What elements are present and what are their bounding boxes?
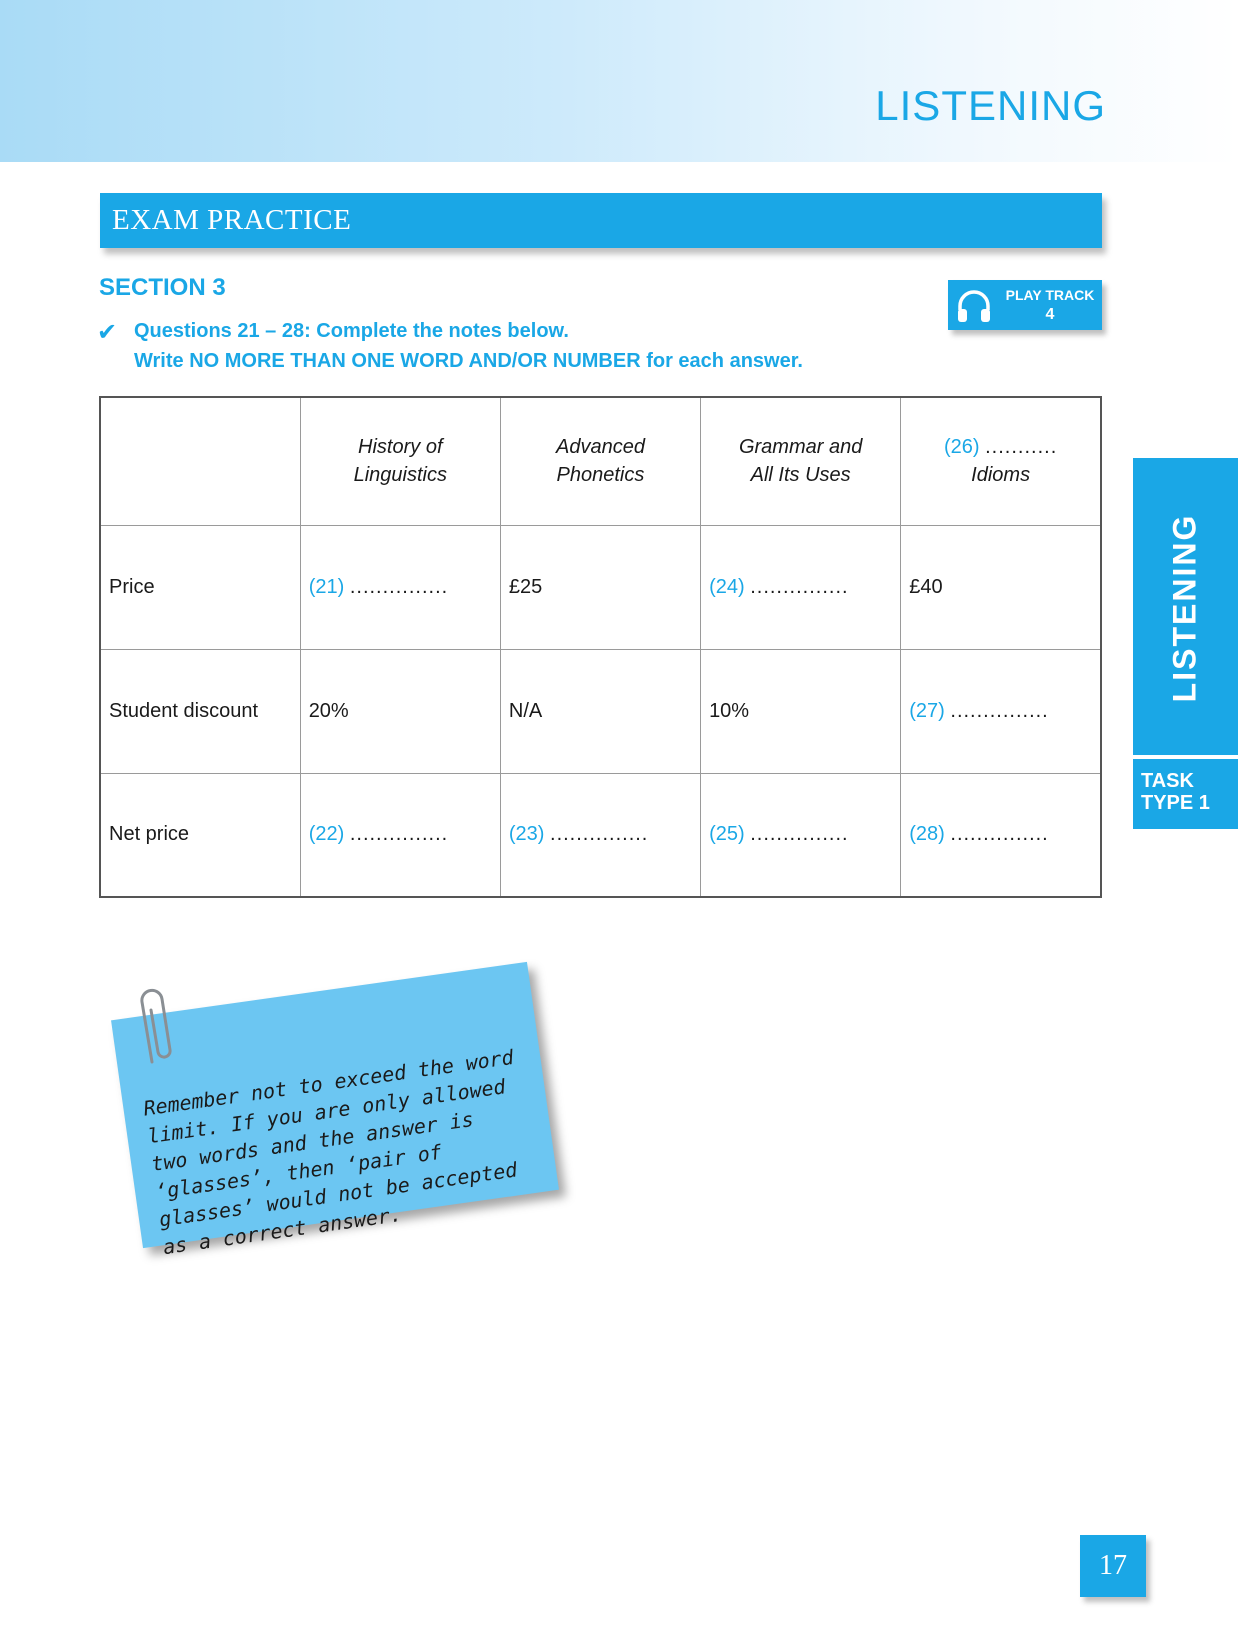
table-header-empty (100, 397, 300, 525)
banner-title: EXAM PRACTICE (112, 204, 352, 236)
side-tab-listening[interactable] (1133, 458, 1238, 755)
answer-blank[interactable]: ............... (950, 823, 1049, 846)
row-label: Price (100, 525, 300, 649)
table-cell: £25 (500, 525, 700, 649)
table-cell (901, 649, 1101, 773)
blank-number: (24) (709, 575, 745, 598)
section-title: SECTION 3 (99, 274, 226, 301)
table-cell (500, 773, 700, 897)
track-number: 4 (1045, 306, 1055, 323)
table-row-price (100, 525, 1101, 649)
blank-number: (26) (943, 436, 980, 459)
headphones-icon (954, 286, 994, 326)
column-header-line2: Phonetics (556, 464, 645, 487)
blank-number: (27) (909, 699, 945, 722)
column-header-line2: Linguistics (353, 464, 447, 487)
task-type-line2: TYPE 1 (1141, 792, 1210, 814)
side-tab-label: LISTENING (1166, 513, 1203, 703)
row-label: Student discount (100, 649, 300, 773)
table-row-student-discount (100, 649, 1101, 773)
column-header-phonetics (500, 397, 700, 525)
blank-number: (23) (508, 823, 545, 846)
checkmark-icon: ✔ (97, 319, 118, 346)
answer-blank[interactable]: ............... (550, 823, 649, 846)
blank-number: (21) (308, 575, 345, 598)
instruction-line-1: Questions 21 – 28: Complete the notes below. (134, 320, 569, 342)
table-cell: 10% (701, 649, 901, 773)
answer-blank[interactable]: ............... (349, 823, 449, 846)
exam-practice-banner (100, 193, 1102, 248)
table-cell (901, 773, 1101, 897)
page-header-title: LISTENING (875, 82, 1106, 129)
table-cell: £40 (901, 525, 1101, 649)
tip-text: Remember not to exceed the word limit. If you are only allowed two words and the answer is ‘glasses’, then ‘pair of glasses’ would not be accepted as a correct answer. (141, 1044, 519, 1260)
blank-number: (25) (709, 823, 745, 846)
header-band (0, 0, 1238, 162)
blank-number: (28) (909, 823, 945, 846)
column-header-line2: All Its Uses (750, 464, 851, 487)
answer-blank[interactable]: ........... (985, 436, 1058, 459)
task-type-line1: TASK (1141, 770, 1194, 792)
table-cell (300, 525, 500, 649)
paperclip-icon (134, 972, 184, 1072)
answer-blank[interactable]: ............... (750, 575, 849, 598)
table-row-net-price (100, 773, 1101, 897)
play-track-button[interactable] (948, 280, 1102, 330)
table-cell: 20% (300, 649, 500, 773)
table-header-row (100, 397, 1101, 525)
column-header-idioms (901, 397, 1101, 525)
table-cell (701, 525, 901, 649)
blank-number: (22) (308, 823, 345, 846)
column-header-history (300, 397, 500, 525)
answer-blank[interactable]: ............... (750, 823, 849, 846)
side-tab-task-type[interactable] (1133, 759, 1238, 829)
column-header-line2: Idioms (971, 464, 1031, 487)
play-track-label: PLAY TRACK (1005, 287, 1095, 303)
column-header-grammar (701, 397, 901, 525)
column-header-line1 (909, 433, 1092, 461)
notes-table (99, 396, 1102, 898)
table-cell (300, 773, 500, 897)
answer-blank[interactable]: ............... (950, 699, 1049, 722)
instruction-line-2: Write NO MORE THAN ONE WORD AND/OR NUMBER for each answer. (134, 350, 803, 372)
page-number: 17 (1080, 1535, 1146, 1597)
column-header-line1: Advanced (555, 436, 645, 459)
answer-blank[interactable]: ............... (349, 575, 449, 598)
table-cell (701, 773, 901, 897)
column-header-line1: Grammar and (738, 436, 863, 459)
table-cell: N/A (500, 649, 700, 773)
column-header-line1: History of (358, 436, 443, 459)
row-label: Net price (100, 773, 300, 897)
